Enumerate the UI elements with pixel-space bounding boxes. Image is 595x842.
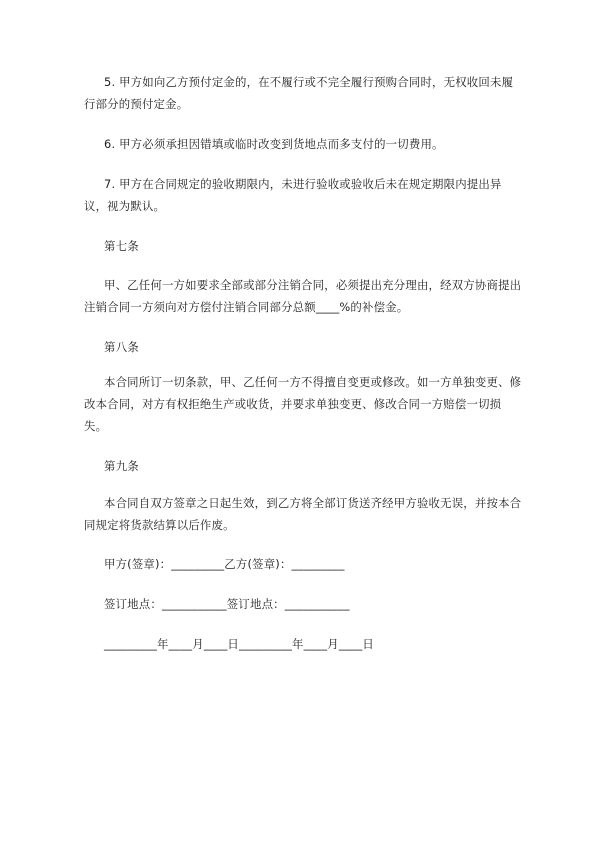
date-line: _________年____月____日_________年____月____日 — [104, 637, 374, 651]
clause-6: 6. 甲方必须承担因错填或临时改变到货地点而多支付的一切费用。 — [104, 137, 444, 151]
article-8-text: 本合同所订一切条款，甲、乙任何一方不得擅自变更或修改。如一方单独变更、修改本合同，对方有权拒绝生产或收货，并要求单独变更、修改合同一方赔偿一切损失。 — [84, 375, 522, 433]
signature-line: 甲方(签章)：_________乙方(签章)：_________ — [104, 557, 345, 571]
article-7-heading: 第七条 — [104, 239, 140, 253]
article-7-text: 甲、乙任何一方如要求全部或部分注销合同，必须提出充分理由，经双方协商提出注销合同一方须向对方偿付注销合同部分总额____%的补偿金。 — [84, 278, 522, 314]
signing-place-line: 签订地点：___________签订地点：___________ — [104, 597, 350, 611]
article-9-text: 本合同自双方签章之日起生效，到乙方将全部订货送齐经甲方验收无误，并按本合同规定将货款结算以后作废。 — [84, 496, 522, 532]
clause-7: 7. 甲方在合同规定的验收期限内，未进行验收或验收后未在规定期限内提出异议，视为默认。 — [84, 177, 502, 213]
article-8-heading: 第八条 — [104, 340, 140, 354]
clause-5: 5. 甲方如向乙方预付定金的，在不履行或不完全履行预购合同时，无权收回未履行部分的预付定金。 — [84, 75, 514, 111]
article-9-heading: 第九条 — [104, 459, 140, 473]
